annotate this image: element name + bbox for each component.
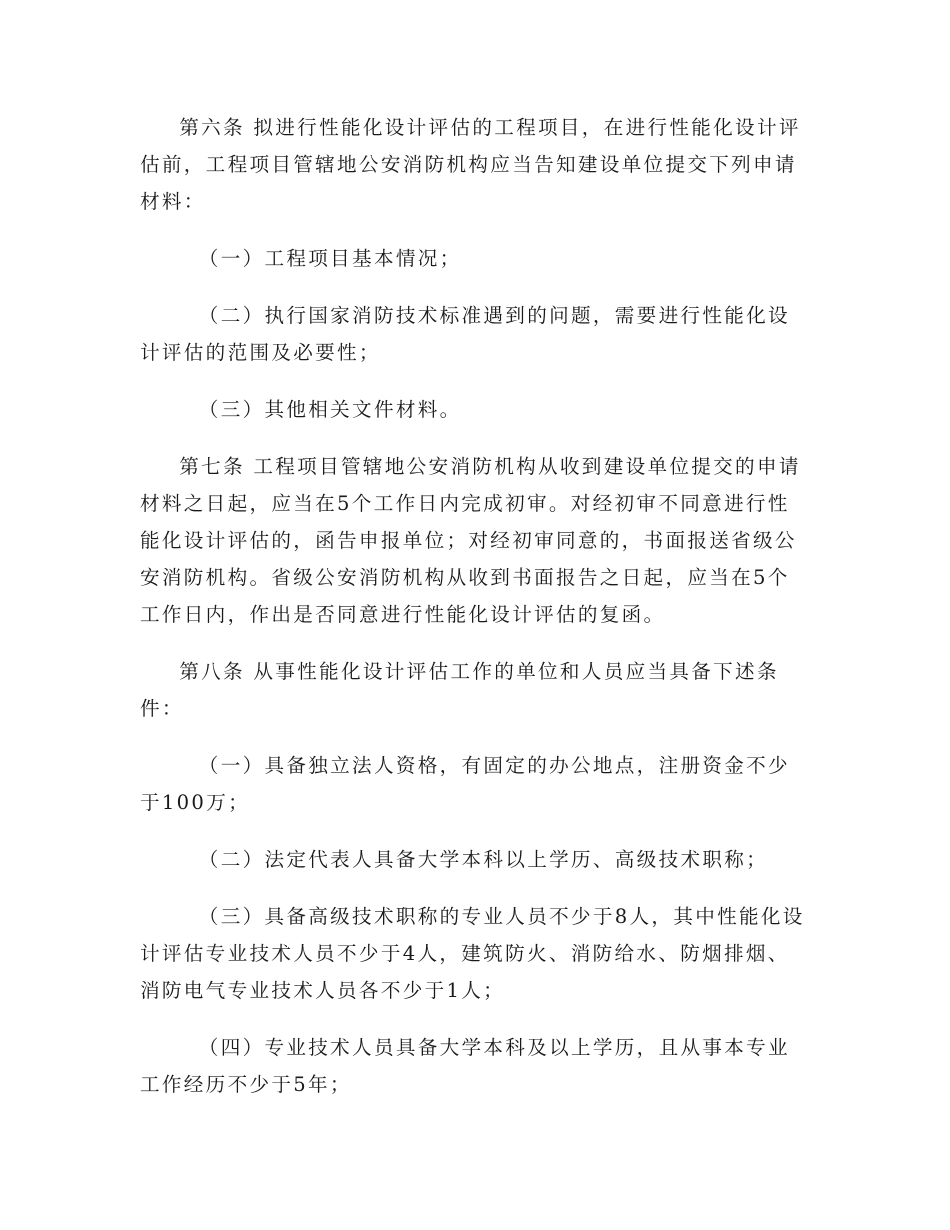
document-body (140, 0, 808, 1103)
article-8-item-3: （三）具备高级技术职称的专业人员不少于8人，其中性能化设计评估专业技术人员不少于4人，建筑防火、消防给水、防烟排烟、消防电气专业技术人员各不少于1人； (140, 905, 805, 1002)
article-6-item-3: （三）其他相关文件材料。 (198, 398, 462, 421)
article-8-item-2: （二）法定代表人具备大学本科以上学历、高级技术职称； (198, 848, 769, 871)
article-8-item-4: （四）专业技术人员具备大学本科及以上学历，且从事本专业工作经历不少于5年； (140, 1036, 790, 1096)
article-7: 第七条 工程项目管辖地公安消防机构从收到建设单位提交的申请材料之日起，应当在5个工作日内完成初审。对经初审不同意进行性能化设计评估的，函告申报单位；对经初审同意的，书面报送省级公安消防机构。省级公安消防机构从收到书面报告之日起，应当在5个工作日内，作出是否同意进行性能化设计评估的复函。 (140, 455, 801, 626)
article-8: 第八条 从事性能化设计评估工作的单位和人员应当具备下述条件： (140, 660, 779, 720)
article-6-item-2: （二）执行国家消防技术标准遇到的问题，需要进行性能化设计评估的范围及必要性； (140, 304, 790, 364)
article-8-item-1: （一）具备独立法人资格，有固定的办公地点，注册资金不少于100万； (140, 754, 790, 814)
article-6: 第六条 拟进行性能化设计评估的工程项目，在进行性能化设计评估前，工程项目管辖地公安消防机构应当告知建设单位提交下列申请材料： (140, 116, 801, 213)
article-6-item-1: （一）工程项目基本情况； (198, 247, 462, 270)
